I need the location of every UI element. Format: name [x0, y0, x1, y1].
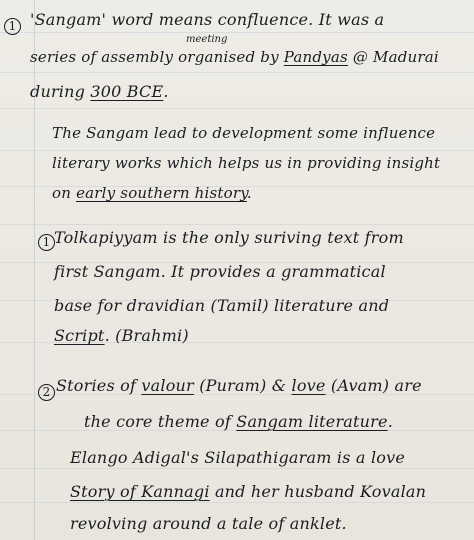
handwritten-line — [52, 124, 466, 142]
text-span: 'Sangam' word means confluence. It was a — [30, 10, 385, 29]
ruled-line — [0, 32, 474, 33]
inserted-word: meeting — [186, 34, 228, 45]
paragraph-marker: 2 — [38, 384, 55, 401]
text-span: . — [246, 184, 252, 202]
handwritten-line — [54, 228, 466, 247]
text-span: (Avam) are — [330, 376, 422, 395]
handwritten-line — [52, 184, 466, 202]
text-span: on — [52, 184, 72, 202]
text-span: and her husband Kovalan — [214, 482, 427, 501]
paragraph-marker: 1 — [38, 234, 55, 251]
text-span: @ Madurai — [352, 48, 439, 66]
underlined-text: Script — [54, 326, 105, 345]
ruled-line — [0, 108, 474, 109]
handwritten-line — [30, 10, 466, 29]
text-span: literary works which helps us in providing insight — [52, 154, 441, 172]
handwritten-line — [70, 448, 466, 467]
handwritten-line — [54, 262, 466, 281]
text-span: . — [163, 82, 169, 101]
text-span: base for dravidian (Tamil) literature and — [54, 296, 390, 315]
underlined-text: 300 BCE — [90, 82, 164, 101]
ruled-line — [0, 224, 474, 225]
handwritten-line — [70, 514, 466, 533]
ruled-line — [0, 468, 474, 469]
underlined-text: valour — [141, 376, 194, 395]
text-span: series of assembly — [30, 48, 174, 66]
text-span: The Sangam lead to development some influence — [52, 124, 436, 142]
underlined-text: love — [291, 376, 326, 395]
text-span: (Puram) & — [199, 376, 287, 395]
handwritten-line — [30, 48, 466, 66]
text-span: Tolkapiyyam is the only suriving text from — [54, 228, 404, 247]
handwritten-line — [30, 82, 466, 101]
underlined-text: Story of Kannagi — [70, 482, 210, 501]
text-span: . (Brahmi) — [104, 326, 189, 345]
handwritten-line — [56, 376, 466, 395]
handwritten-line — [52, 154, 466, 172]
ruled-line — [0, 150, 474, 151]
text-span: revolving around a tale of anklet. — [70, 514, 347, 533]
underlined-text: early southern history — [76, 184, 247, 202]
underlined-text: Sangam literature — [236, 412, 388, 431]
handwritten-line — [70, 482, 466, 501]
text-span: the core theme of — [84, 412, 231, 431]
text-span: . — [387, 412, 393, 431]
handwritten-line — [54, 326, 466, 345]
underlined-text: Pandyas — [283, 48, 348, 66]
handwritten-line — [84, 412, 466, 431]
paragraph-marker: 1 — [4, 18, 21, 35]
ruled-line — [0, 502, 474, 503]
page-margin-line — [34, 0, 35, 540]
handwritten-line — [54, 296, 466, 315]
text-span: during — [30, 82, 86, 101]
ruled-line — [0, 72, 474, 73]
text-span: first Sangam. It provides a grammatical — [54, 262, 386, 281]
text-span: Elango Adigal's Silapathigaram is a love — [70, 448, 405, 467]
text-span: organised by — [178, 48, 279, 66]
text-span: Stories of — [56, 376, 137, 395]
